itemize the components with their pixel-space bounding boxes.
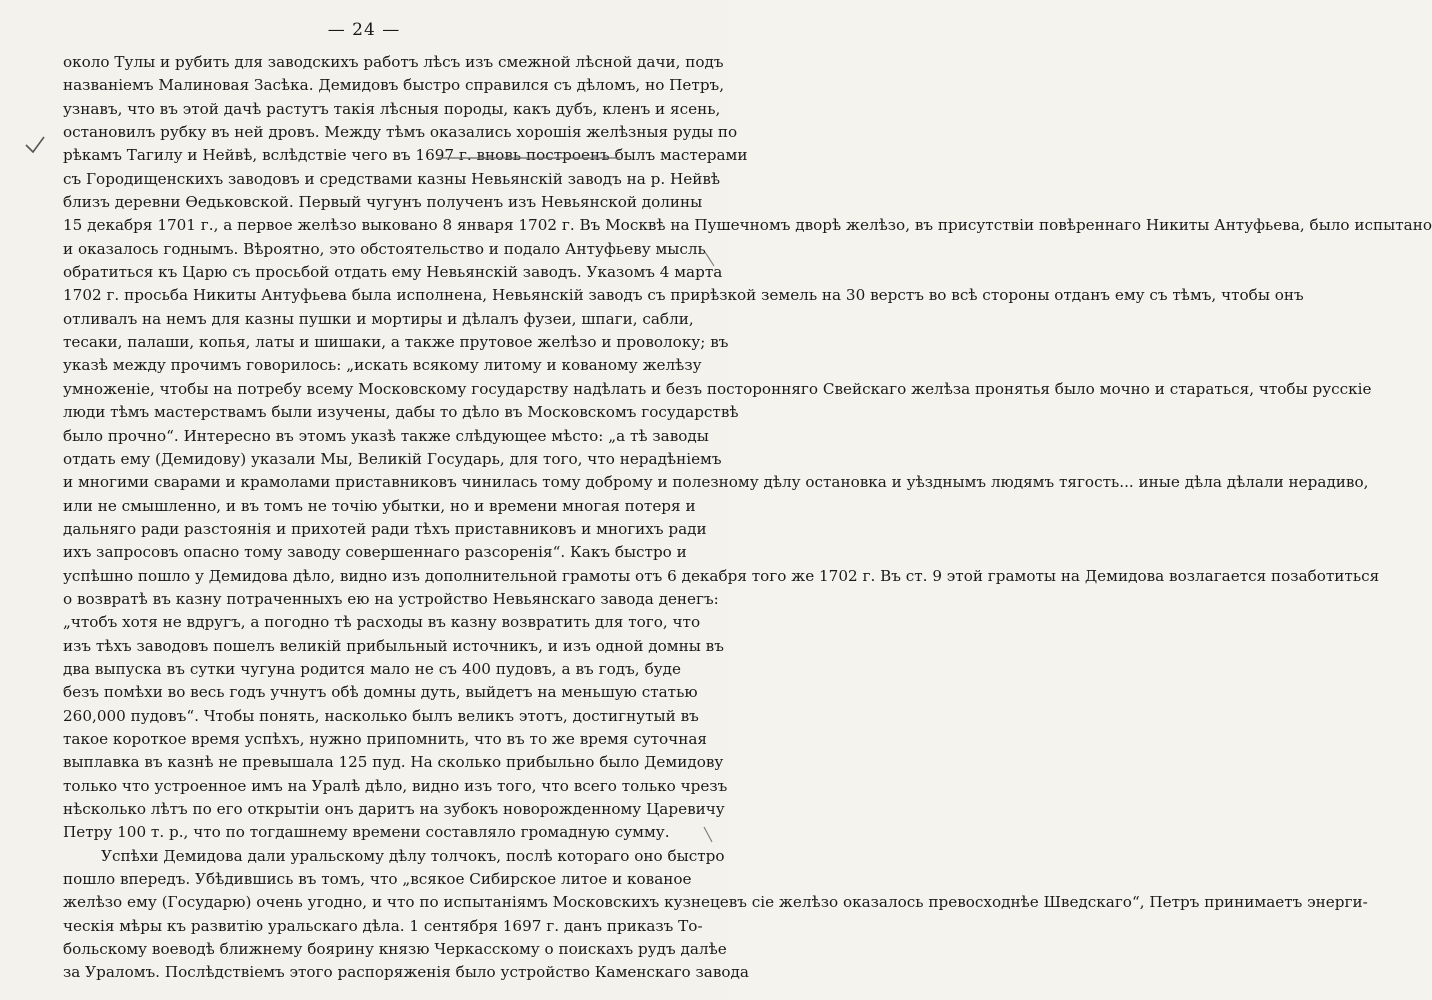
text-line: остановилъ рубку въ ней дровъ. Между тѣмъ оказались хорошія желѣзныя руды по xyxy=(63,123,738,142)
text-line: только что устроенное имъ на Уралѣ дѣло, видно изъ того, что всего только чрезъ xyxy=(63,776,728,795)
text-line: отдать ему (Демидову) указали Мы, Великій Государь, для того, что нерадѣніемъ xyxy=(63,449,722,468)
text-line: указѣ между прочимъ говорилось: „искать всякому литому и кованому желѣзу xyxy=(63,356,702,375)
text-line: выплавка въ казнѣ не превышала 125 пуд. На сколько прибыльно было Демидову xyxy=(63,753,724,772)
text-line: узнавъ, что въ этой дачѣ растутъ такія лѣсныя породы, какъ дубъ, кленъ и ясень, xyxy=(63,99,721,118)
text-line: безъ помѣхи во весь годъ учнутъ обѣ домны дуть, выйдетъ на меньшую статью xyxy=(63,683,698,702)
text-line: съ Городищенскихъ заводовъ и средствами казны Невьянскій заводъ на р. Нейвѣ xyxy=(63,169,721,188)
text-line: дальняго ради разстоянія и прихотей ради тѣхъ приставниковъ и многихъ ради xyxy=(63,519,707,538)
text-line: умноженіе, чтобы на потребу всему Московскому государству надѣлать и безъ посторонняго Свейскаго желѣза пронятья было мочно и стараться, чтобы русскіе xyxy=(63,379,1372,398)
text-line: и оказалось годнымъ. Вѣроятно, это обстоятельство и подало Антуфьеву мысль xyxy=(63,239,706,258)
text-line: желѣзо ему (Государю) очень угодно, и что по испытаніямъ Московскихъ кузнецевъ сіе желѣзо оказалось превосходнѣе Шведскаго“, Петръ принимаетъ энерги- xyxy=(63,893,1368,912)
text-line: тесаки, палаши, копья, латы и шишаки, а также прутовое желѣзо и проволоку; въ xyxy=(63,333,729,352)
text-line: такое короткое время успѣхъ, нужно припомнить, что въ то же время суточная xyxy=(63,729,707,748)
text-line: было прочно“. Интересно въ этомъ указѣ также слѣдующее мѣсто: „а тѣ заводы xyxy=(63,426,709,445)
text-line: 260,000 пудовъ“. Чтобы понять, насколько былъ великъ этотъ, достигнутый въ xyxy=(63,706,699,725)
text-line: обратиться къ Царю съ просьбой отдать ему Невьянскій заводъ. Указомъ 4 марта xyxy=(63,263,723,282)
text-line: около Тулы и рубить для заводскихъ работъ лѣсъ изъ смежной лѣсной дачи, подъ xyxy=(63,53,724,71)
text-line: о возвратѣ въ казну потраченныхъ ею на устройство Невьянскаго завода денегъ: xyxy=(63,589,719,608)
text-line: пошло впередъ. Убѣдившись въ томъ, что „всякое Сибирское литое и кованое xyxy=(63,870,692,889)
text-line: Успѣхи Демидова дали уральскому дѣлу толчокъ, послѣ котораго оно быстро xyxy=(101,846,725,865)
text-line: ихъ запросовъ опасно тому заводу совершеннаго разсоренія“. Какъ быстро и xyxy=(63,543,687,562)
text-line: 1702 г. просьба Никиты Антуфьева была исполнена, Невьянскій заводъ съ прирѣзкой земель на 30 верстъ во всѣ стороны отданъ ему съ тѣмъ, чтобы онъ xyxy=(63,286,1304,305)
body-text xyxy=(63,51,1432,985)
text-line: люди тѣмъ мастерствамъ были изучены, дабы то дѣло въ Московскомъ государствѣ xyxy=(63,403,739,422)
text-line: рѣкамъ Тагилу и Нейвѣ, вслѣдствіе чего въ 1697 г. вновь построенъ былъ мастерами xyxy=(63,146,748,165)
side-stroke-mark xyxy=(704,827,712,842)
text-line: отливалъ на немъ для казны пушки и мортиры и дѣлалъ фузеи, шпаги, сабли, xyxy=(63,309,694,328)
text-line: ческія мѣры къ развитію уральскаго дѣла. 1 сентября 1697 г. данъ приказъ То- xyxy=(63,916,703,935)
text-line: два выпуска въ сутки чугуна родится мало не съ 400 пудовъ, а въ годъ, буде xyxy=(63,659,681,678)
text-line: больскому воеводѣ ближнему боярину князю Черкасскому о поискахъ рудъ далѣе xyxy=(63,940,727,959)
text-line: Петру 100 т. р., что по тогдашнему времени составляло громадную сумму. xyxy=(63,823,670,842)
checkmark-mark xyxy=(26,137,44,152)
text-line: 15 декабря 1701 г., а первое желѣзо выковано 8 января 1702 г. Въ Москвѣ на Пушечномъ дворѣ желѣзо, въ присутствіи повѣреннаго Никиты Антуфьева, было испытано xyxy=(63,216,1432,235)
text-line: изъ тѣхъ заводовъ пошелъ великій прибыльный источникъ, и изъ одной домны въ xyxy=(63,636,724,655)
text-line: „чтобъ хотя не вдругъ, а погодно тѣ расходы въ казну возвратить для того, что xyxy=(63,613,701,632)
text-line: и многими сварами и крамолами приставниковъ чинилась тому доброму и полезному дѣлу остановка и уѣзднымъ людямъ тягость... иные дѣла дѣлали нерадиво, xyxy=(63,473,1369,492)
text-line: успѣшно пошло у Демидова дѣло, видно изъ дополнительной грамоты отъ 6 декабря того же 1702 г. Въ ст. 9 этой грамоты на Демидова возлагается позаботиться xyxy=(63,566,1380,585)
text-line: за Ураломъ. Послѣдствіемъ этого распоряженія было устройство Каменскаго завода xyxy=(63,963,749,982)
page-number: — 24 — xyxy=(327,20,401,40)
text-line: нѣсколько лѣтъ по его открытіи онъ даритъ на зубокъ новорожденному Царевичу xyxy=(63,800,725,818)
text-line: близъ деревни Ѳедьковской. Первый чугунъ полученъ изъ Невьянской долины xyxy=(63,193,703,212)
text-line: или не смышленно, и въ томъ не точію убытки, но и времени многая потеря и xyxy=(63,496,696,515)
text-line: названіемъ Малиновая Засѣка. Демидовъ быстро справился съ дѣломъ, но Петръ, xyxy=(63,76,725,95)
